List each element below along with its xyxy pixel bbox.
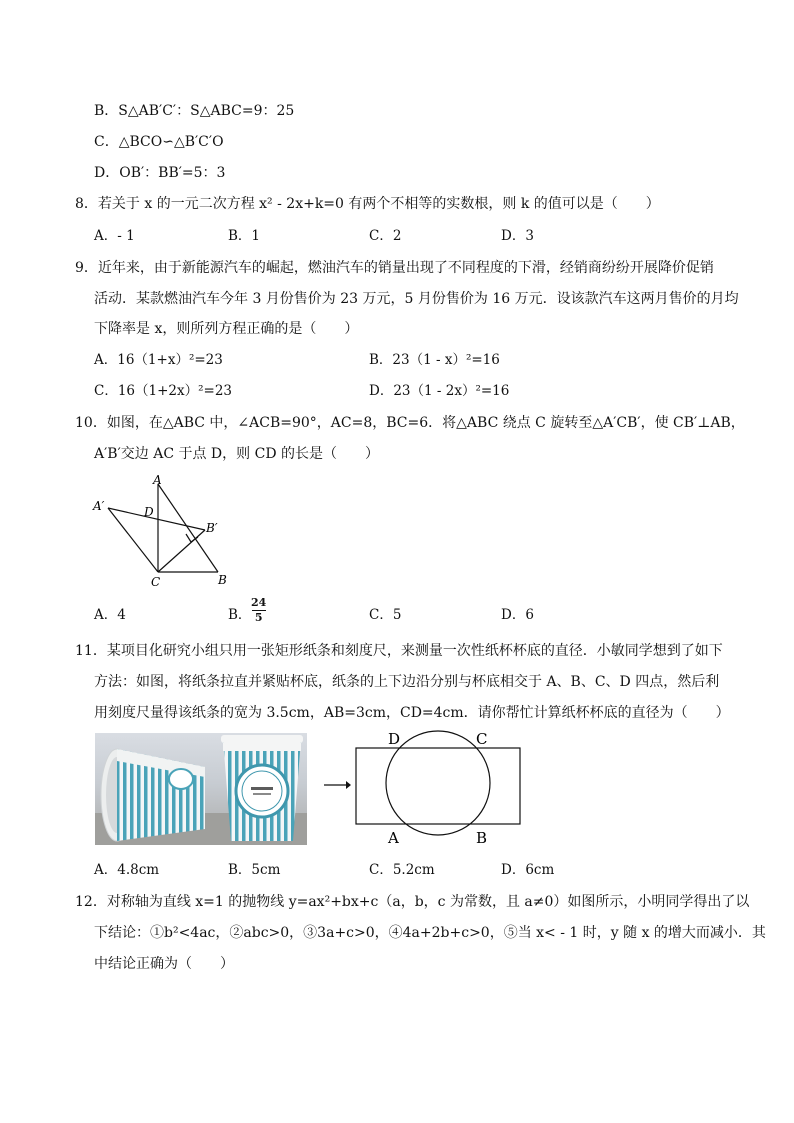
q11-option-a: A．4.8cm (94, 862, 160, 878)
q10-option-a: A．4 (94, 607, 126, 623)
paper-cups-illustration (95, 733, 307, 845)
fig10-label-a-prime: A′ (93, 499, 105, 513)
fig11-label-a: A (388, 829, 399, 847)
q9-option-d: D．23（1 - 2x）²=16 (369, 383, 510, 399)
question-9-line-2: 活动．某款燃油汽车今年 3 月份售价为 23 万元，5 月份售价为 16 万元．设该款汽车这两月售价的月均 (94, 291, 739, 307)
q11-option-d: D．6cm (501, 862, 555, 878)
q8-option-c: C．2 (369, 228, 402, 244)
figure-10-triangles (90, 470, 240, 590)
q10-option-b-fraction (251, 597, 266, 624)
question-12-line-3: 中结论正确为（ ） (94, 956, 234, 972)
question-8-stem: 8．若关于 x 的一元二次方程 x² - 2x+k=0 有两个不相等的实数根，则 k 的值可以是（ ） (75, 196, 660, 212)
arrow-right-icon (322, 778, 352, 792)
question-9-line-1: 9．近年来，由于新能源汽车的崛起，燃油汽车的销量出现了不同程度的下滑，经销商纷纷开展降价促销 (75, 260, 714, 276)
question-11-line-2: 方法：如图，将纸条拉直并紧贴杯底，纸条的上下边沿分别与杯底相交于 A、B、C、D 四点，然后利 (94, 674, 720, 690)
q7-option-d: D．OB′：BB′=5：3 (94, 165, 226, 181)
q9-option-b: B．23（1 - x）²=16 (369, 352, 500, 368)
fig10-label-b-prime: B′ (206, 521, 218, 535)
q8-option-a: A．- 1 (94, 228, 135, 244)
question-10-line-2: A′B′交边 AC 于点 D，则 CD 的长是（ ） (94, 446, 379, 462)
question-12-line-1: 12．对称轴为直线 x=1 的抛物线 y=ax²+bx+c（a，b，c 为常数，且 a≠0）如图所示，小明同学得出了以 (75, 894, 750, 910)
fig10-label-d: D (144, 505, 154, 519)
q9-option-c: C．16（1+2x）²=23 (94, 383, 233, 399)
question-11-line-3: 用刻度尺量得该纸条的宽为 3.5cm，AB=3cm，CD=4cm．请你帮忙计算纸杯杯底的直径为（ ） (94, 705, 730, 721)
fig11-label-d: D (388, 730, 401, 748)
q8-option-d: D．3 (501, 228, 534, 244)
q9-option-a: A．16（1+x）²=23 (94, 352, 223, 368)
q7-option-c: C．△BCO∽△B′C′O (94, 134, 224, 150)
question-12-line-2: 下结论：①b²<4ac，②abc>0，③3a+c>0，④4a+2b+c>0，⑤当 x< - 1 时，y 随 x 的增大而减小．其 (94, 925, 766, 941)
question-11-line-1: 11．某项目化研究小组只用一张矩形纸条和刻度尺，来测量一次性纸杯杯底的直径．小敏同学想到了如下 (75, 643, 723, 659)
fraction-denominator: 5 (254, 611, 263, 624)
fraction-numerator: 24 (251, 596, 267, 609)
question-9-line-3: 下降率是 x，则所列方程正确的是（ ） (94, 321, 359, 337)
question-10-line-1: 10．如图，在△ABC 中，∠ACB=90°，AC=8，BC=6．将△ABC 绕点 C 旋转至△A′CB′，使 CB′⊥AB， (75, 415, 745, 431)
fig11-label-c: C (476, 730, 488, 748)
q7-option-b: B．S△AB′C′：S△ABC=9：25 (94, 103, 295, 119)
fig10-label-c: C (151, 575, 161, 589)
q8-option-b: B．1 (228, 228, 261, 244)
q10-option-c: C．5 (369, 607, 402, 623)
figure-11-strip-circle (352, 726, 524, 850)
q11-option-c: C．5.2cm (369, 862, 435, 878)
q10-option-b: B． (228, 607, 252, 623)
q11-option-b: B．5cm (228, 862, 281, 878)
fig11-label-b: B (476, 829, 488, 847)
q10-option-d: D．6 (501, 607, 534, 623)
paper-cup-photo (95, 733, 307, 845)
fig10-label-b: B (218, 573, 227, 587)
fig10-label-a: A (153, 473, 162, 487)
